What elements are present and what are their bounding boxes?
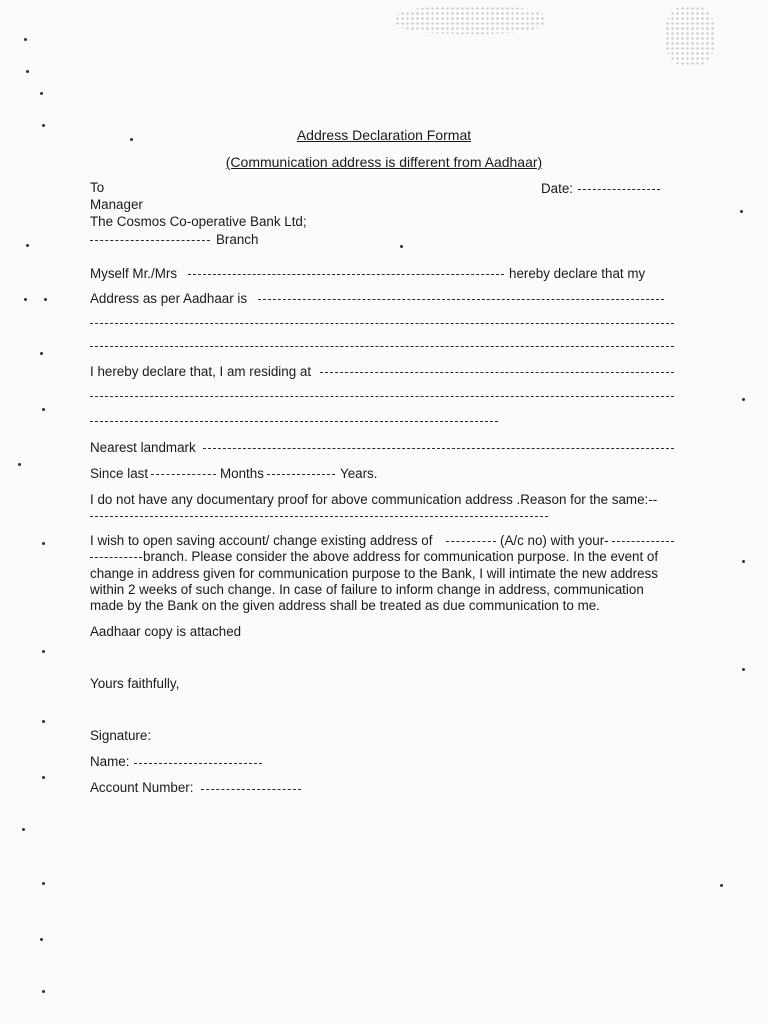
years-blank[interactable]: [267, 474, 335, 475]
to-label: To: [90, 180, 105, 195]
reason-blank[interactable]: [90, 516, 548, 517]
bank-name: The Cosmos Co-operative Bank Ltd;: [90, 214, 307, 229]
no-proof-label: I do not have any documentary proof for above communication address .Reason for the same:--: [90, 492, 658, 507]
wish-label: I wish to open saving account/ change existing address of: [90, 533, 433, 548]
residing-blank-2[interactable]: [90, 396, 674, 397]
landmark-label: Nearest landmark: [90, 440, 196, 455]
ac-no-label: (A/c no) with your-: [500, 533, 609, 548]
scan-speck: [18, 463, 21, 466]
document-title: Address Declaration Format: [296, 127, 472, 143]
manager-label: Manager: [90, 197, 143, 212]
scan-speck: [24, 38, 27, 41]
within-text: within 2 weeks of such change. In case of failure to inform change in address, communication: [90, 582, 644, 597]
account-number-label: Account Number:: [90, 780, 194, 795]
residing-blank-3[interactable]: [90, 421, 498, 422]
change-text: change in address given for communication purpose to the Bank, I will intimate the new address: [90, 566, 658, 581]
scan-speck: [22, 828, 25, 831]
scan-speck: [42, 990, 45, 993]
closing-text: Yours faithfully,: [90, 676, 180, 691]
branch-blank[interactable]: [90, 240, 210, 241]
scan-speck: [742, 398, 745, 401]
landmark-blank[interactable]: [203, 448, 674, 449]
residing-blank[interactable]: [320, 372, 674, 373]
date-label: Date:: [541, 181, 574, 196]
months-blank[interactable]: [151, 474, 216, 475]
branch-name-blank-2[interactable]: [90, 557, 142, 558]
branch-text: branch. Please consider the above address for communication purpose. In the event of: [143, 549, 659, 564]
scan-speck: [742, 668, 745, 671]
scan-speck: [400, 245, 403, 248]
aadhaar-address-blank-2[interactable]: [90, 323, 674, 324]
scan-speck: [42, 776, 45, 779]
scan-smudge: [395, 6, 545, 34]
account-number-blank[interactable]: [201, 789, 301, 790]
scan-speck: [720, 884, 723, 887]
branch-label: Branch: [216, 232, 259, 247]
years-label: Years.: [340, 466, 378, 481]
branch-name-blank[interactable]: [612, 541, 674, 542]
date-blank[interactable]: [578, 189, 660, 190]
made-text: made by the Bank on the given address shall be treated as due communication to me.: [90, 598, 600, 613]
signature-label: Signature:: [90, 728, 152, 743]
scan-speck: [24, 298, 27, 301]
declare-label: hereby declare that my: [509, 266, 646, 281]
document-subtitle: (Communication address is different from Aadhaar): [225, 154, 543, 170]
scan-speck: [42, 882, 45, 885]
signer-name-blank[interactable]: [134, 763, 262, 764]
scan-speck: [42, 720, 45, 723]
residing-label: I hereby declare that, I am residing at: [90, 364, 312, 379]
scan-speck: [40, 92, 43, 95]
myself-label: Myself Mr./Mrs: [90, 266, 178, 281]
scan-speck: [40, 352, 43, 355]
aadhaar-address-label: Address as per Aadhaar is: [90, 291, 248, 306]
name-label: Name:: [90, 754, 130, 769]
scan-speck: [742, 560, 745, 563]
scan-speck: [44, 298, 47, 301]
months-label: Months: [220, 466, 264, 481]
scan-speck: [740, 210, 743, 213]
since-last-label: Since last: [90, 466, 149, 481]
scan-speck: [42, 542, 45, 545]
name-blank[interactable]: [188, 274, 504, 275]
account-no-blank[interactable]: [446, 541, 496, 542]
scan-speck: [42, 650, 45, 653]
scan-speck: [26, 244, 29, 247]
scan-speck: [40, 938, 43, 941]
aadhaar-address-blank-3[interactable]: [90, 346, 674, 347]
aadhaar-address-blank[interactable]: [258, 299, 664, 300]
scan-speck: [42, 408, 45, 411]
scan-smudge: [665, 6, 715, 66]
scan-speck: [26, 70, 29, 73]
aadhaar-attached: Aadhaar copy is attached: [90, 624, 242, 639]
